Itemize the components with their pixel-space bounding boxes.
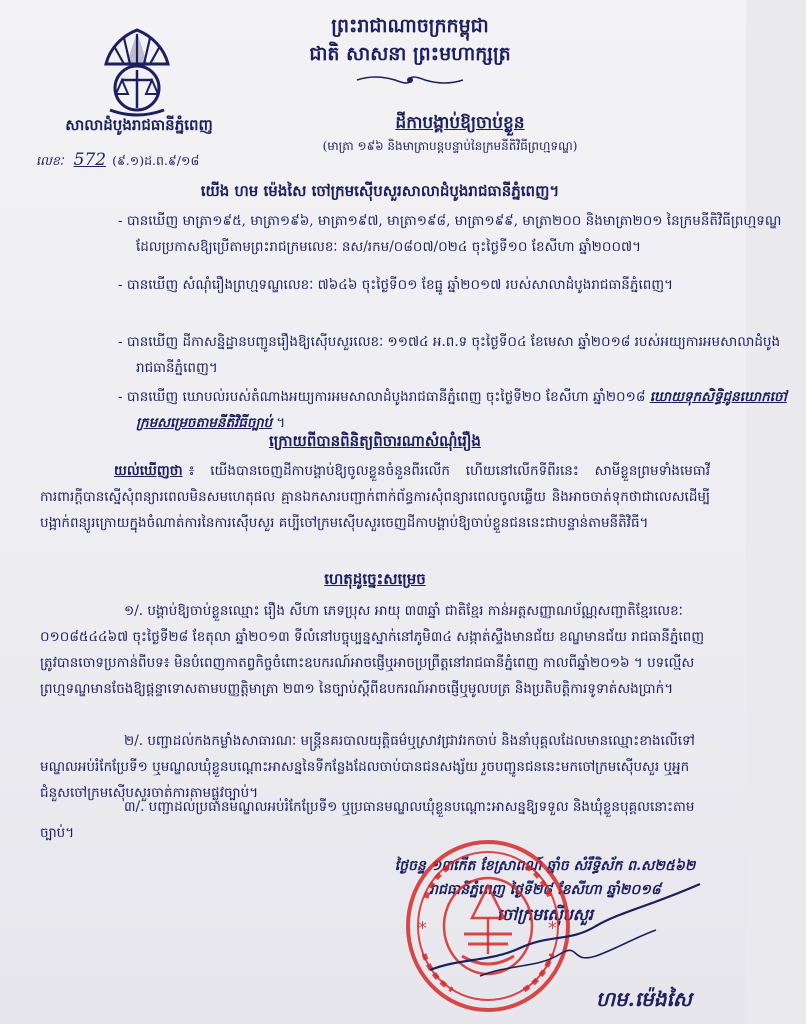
recital-item <box>40 384 806 436</box>
handwritten-signature <box>420 878 720 988</box>
recital-text: - បានឃើញ ឃោបល់របស់តំណាងអយ្យការអមសាលាដំបូងរាជធានីភ្នំពេញ ចុះថ្ងៃទី២០ ខែសីហា ឆ្នាំ២០១៨ <box>118 389 646 405</box>
svg-text:*: * <box>548 918 557 939</box>
signer-name: ហម.ម៉េងសៃ <box>596 987 692 1011</box>
decision-heading: ហេតុដូច្នេះសម្រេច <box>324 570 426 588</box>
recital-tail: ។ <box>272 415 286 431</box>
kingdom-line-2: ជាតិ សាសនា ព្រះមហាក្សត្រ <box>309 43 511 65</box>
considerations-text: ៖ យើងបានចេញដីកាបង្គាប់ឱ្យចូលខ្លួនចំនួនពីរលើក ហើយនៅលើកទីពីរនេះ សាមីខ្លួនព្រមទាំងមេធាវីការពារក្តីបានស្នើសុំពន្យារពេលមិនសមហេតុផល គ្មានឯកសារបញ្ជាក់ពាក់ព័ន្ធការសុំពន្យារពេលចូលឆ្លើយ និងអាចចាត់ទុកថាជាលេសដើម្បីបង្អាក់ពន្យូរក្រោយក្នុងចំណាត់ការនៃការស៊ើបសួរ គប្បីចៅក្រមស៊ើបសួរចេញដីកាបង្គាប់ឱ្យចាប់ខ្លួនជននេះជាបន្ទាន់តាមនីតិវិធី។ <box>40 463 710 531</box>
reference-suffix: (៩.១)ដ.ព.៩/១៨ <box>112 153 200 168</box>
kingdom-line-1: ព្រះរាជាណាចក្រកម្ពុជា <box>331 15 489 37</box>
court-name: សាលាដំបូងរាជធានីភ្នំពេញ <box>65 116 213 134</box>
document-title: ដីកាបង្គាប់ឱ្យចាប់ខ្លួន <box>395 113 525 133</box>
recital-item: - បានឃើញ មាត្រា១៩៥, មាត្រា១៩៦, មាត្រា១៩៧, មាត្រា១៩៨, មាត្រា១៩៩, មាត្រា២០០ និងមាត្រា២០១ នៃក្រមនីតិវិធីព្រហ្មទណ្ឌដែលប្រកាសឱ្យប្រើតាមព្រះរាជក្រមលេខៈ នស/រកម/០៨០៧/០២៤ ចុះថ្ងៃទី១០ ខែសីហា ឆ្នាំ២០០៧។ <box>118 213 782 255</box>
document-subtitle: (មាត្រា ១៩៦ និងមាត្រាបន្តបន្ទាប់នៃក្រមនីតិវិធីព្រហ្មទណ្ឌ) <box>322 139 578 153</box>
solar-date: រាជធានីភ្នំពេញ ថ្ងៃទី២៨ ខែសីហា ឆ្នាំ២០១៨ <box>429 882 661 898</box>
recital-item: - បានឃើញ ដីកាសន្និដ្ឋានបញ្ជូនរឿងឱ្យស៊ើបសួរលេខៈ ១១៧៤ អ.ព.ទ ចុះថ្ងៃទី០៤ ខែមេសា ឆ្នាំ២០១៨ របស់អយ្យការអមសាលាដំបូងរាជធានីភ្នំពេញ។ <box>118 334 781 376</box>
signer-title: ចៅក្រមស៊ើបសួរ <box>496 905 594 924</box>
reference-number <box>36 150 199 172</box>
lunar-date: ថ្ងៃចន្ទ ១៣កើត ខែស្រាពណ៍ ឆ្នាំច សំរឹទ្ធិស័ក ព.ស២៥៦២ <box>394 858 696 874</box>
decision-item: ១/. បង្គាប់ឱ្យចាប់ខ្លួនឈ្មោះ រឿង សីហា ភេទប្រុស អាយុ ៣៣ឆ្នាំ ជាតិខ្មែរ កាន់អត្តសញ្ញាណប័ណ្ណសញ្ជាតិខ្មែរលេខៈ ០១០៨៥៤៤៦៧ ចុះថ្ងៃទី២៨ ខែតុលា ឆ្នាំ២០១៣ ទីលំនៅបច្ចុប្បន្នស្នាក់នៅភូមិ៣៤ សង្កាត់ស្ទឹងមានជ័យ ខណ្ឌមានជ័យ រាជធានីភ្នំពេញ ត្រូវបានចោទប្រកាន់ពីបទ៖ មិនបំពេញកាតព្វកិច្ចចំពោះឧបករណ៍អាចផ្ញើឬអាចប្រព្រឹត្តនៅរាជធានីភ្នំពេញ កាលពីឆ្នាំ២០១៦ ។ បទល្មើសព្រហ្មទណ្ឌមានចែងឱ្យផ្តន្ទាទោសតាមបញ្ញត្តិមាត្រា ២៣១ នៃច្បាប់ស្តីពីឧបករណ៍អាចផ្ញើឬមូលបត្រ និងប្រតិបត្តិការទូទាត់សងប្រាក់។ <box>40 603 705 697</box>
reference-label: លេខៈ <box>36 153 64 168</box>
ornament-divider-icon <box>355 72 465 88</box>
considerations-label: យល់ឃើញថា <box>114 463 183 479</box>
judge-line: យើង ហម ម៉េងសៃ ចៅក្រមស៊ើបសួរសាលាដំបូងរាជធានីភ្នំពេញ។ <box>200 182 560 200</box>
reference-handwritten-number: 572 <box>73 150 107 170</box>
decision-item: ២/. បញ្ជាដល់កងកម្លាំងសាធារណៈ មន្ត្រីនគរបាលយុត្តិធម៌ឬស្រាវជ្រាវរកចាប់ និងនាំបុគ្គលដែលមានឈ្មោះខាងលើទៅ មណ្ឌលអប់រំកែប្រែទី១ ឬមណ្ឌលឃុំខ្លួនបណ្តោះអាសន្ននៃទីកន្លែងដែលចាប់បានជនសង្ស័យ រួចបញ្ជូនជននេះមកចៅក្រមស៊ើបសួរ ឬអ្នកជំនួសចៅក្រមស៊ើបសួរចាត់ការតាមផ្លូវច្បាប់។ <box>40 733 695 801</box>
considerations-heading: ក្រោយពីបានពិនិត្យពិចារណាសំណុំរឿង <box>269 432 481 450</box>
court-emblem-icon <box>92 26 182 122</box>
considerations-paragraph <box>40 458 710 536</box>
svg-text:*: * <box>418 918 427 939</box>
recital-emphasis: ឃោយទុកសិទ្ធិជូនឃោកចៅក្រមសម្រេចតាមនីតិវិធីច្បាប់ <box>136 389 787 431</box>
recital-item: - បានឃើញ សំណុំរឿងព្រហ្មទណ្ឌលេខៈ ៧៦៤៦ ចុះថ្ងៃទី០១ ខែធ្នូ ឆ្នាំ២០១៧ របស់សាលាដំបូងរាជធានីភ្នំពេញ។ <box>118 277 674 293</box>
decision-item: ៣/. បញ្ជាដល់ប្រធានមណ្ឌលអប់រំកែប្រែទី១ ឬប្រធានមណ្ឌលឃុំខ្លួនបណ្តោះអាសន្នឱ្យទទួល និងឃុំខ្លួនបុគ្គលនោះតាមច្បាប់។ <box>40 799 695 841</box>
